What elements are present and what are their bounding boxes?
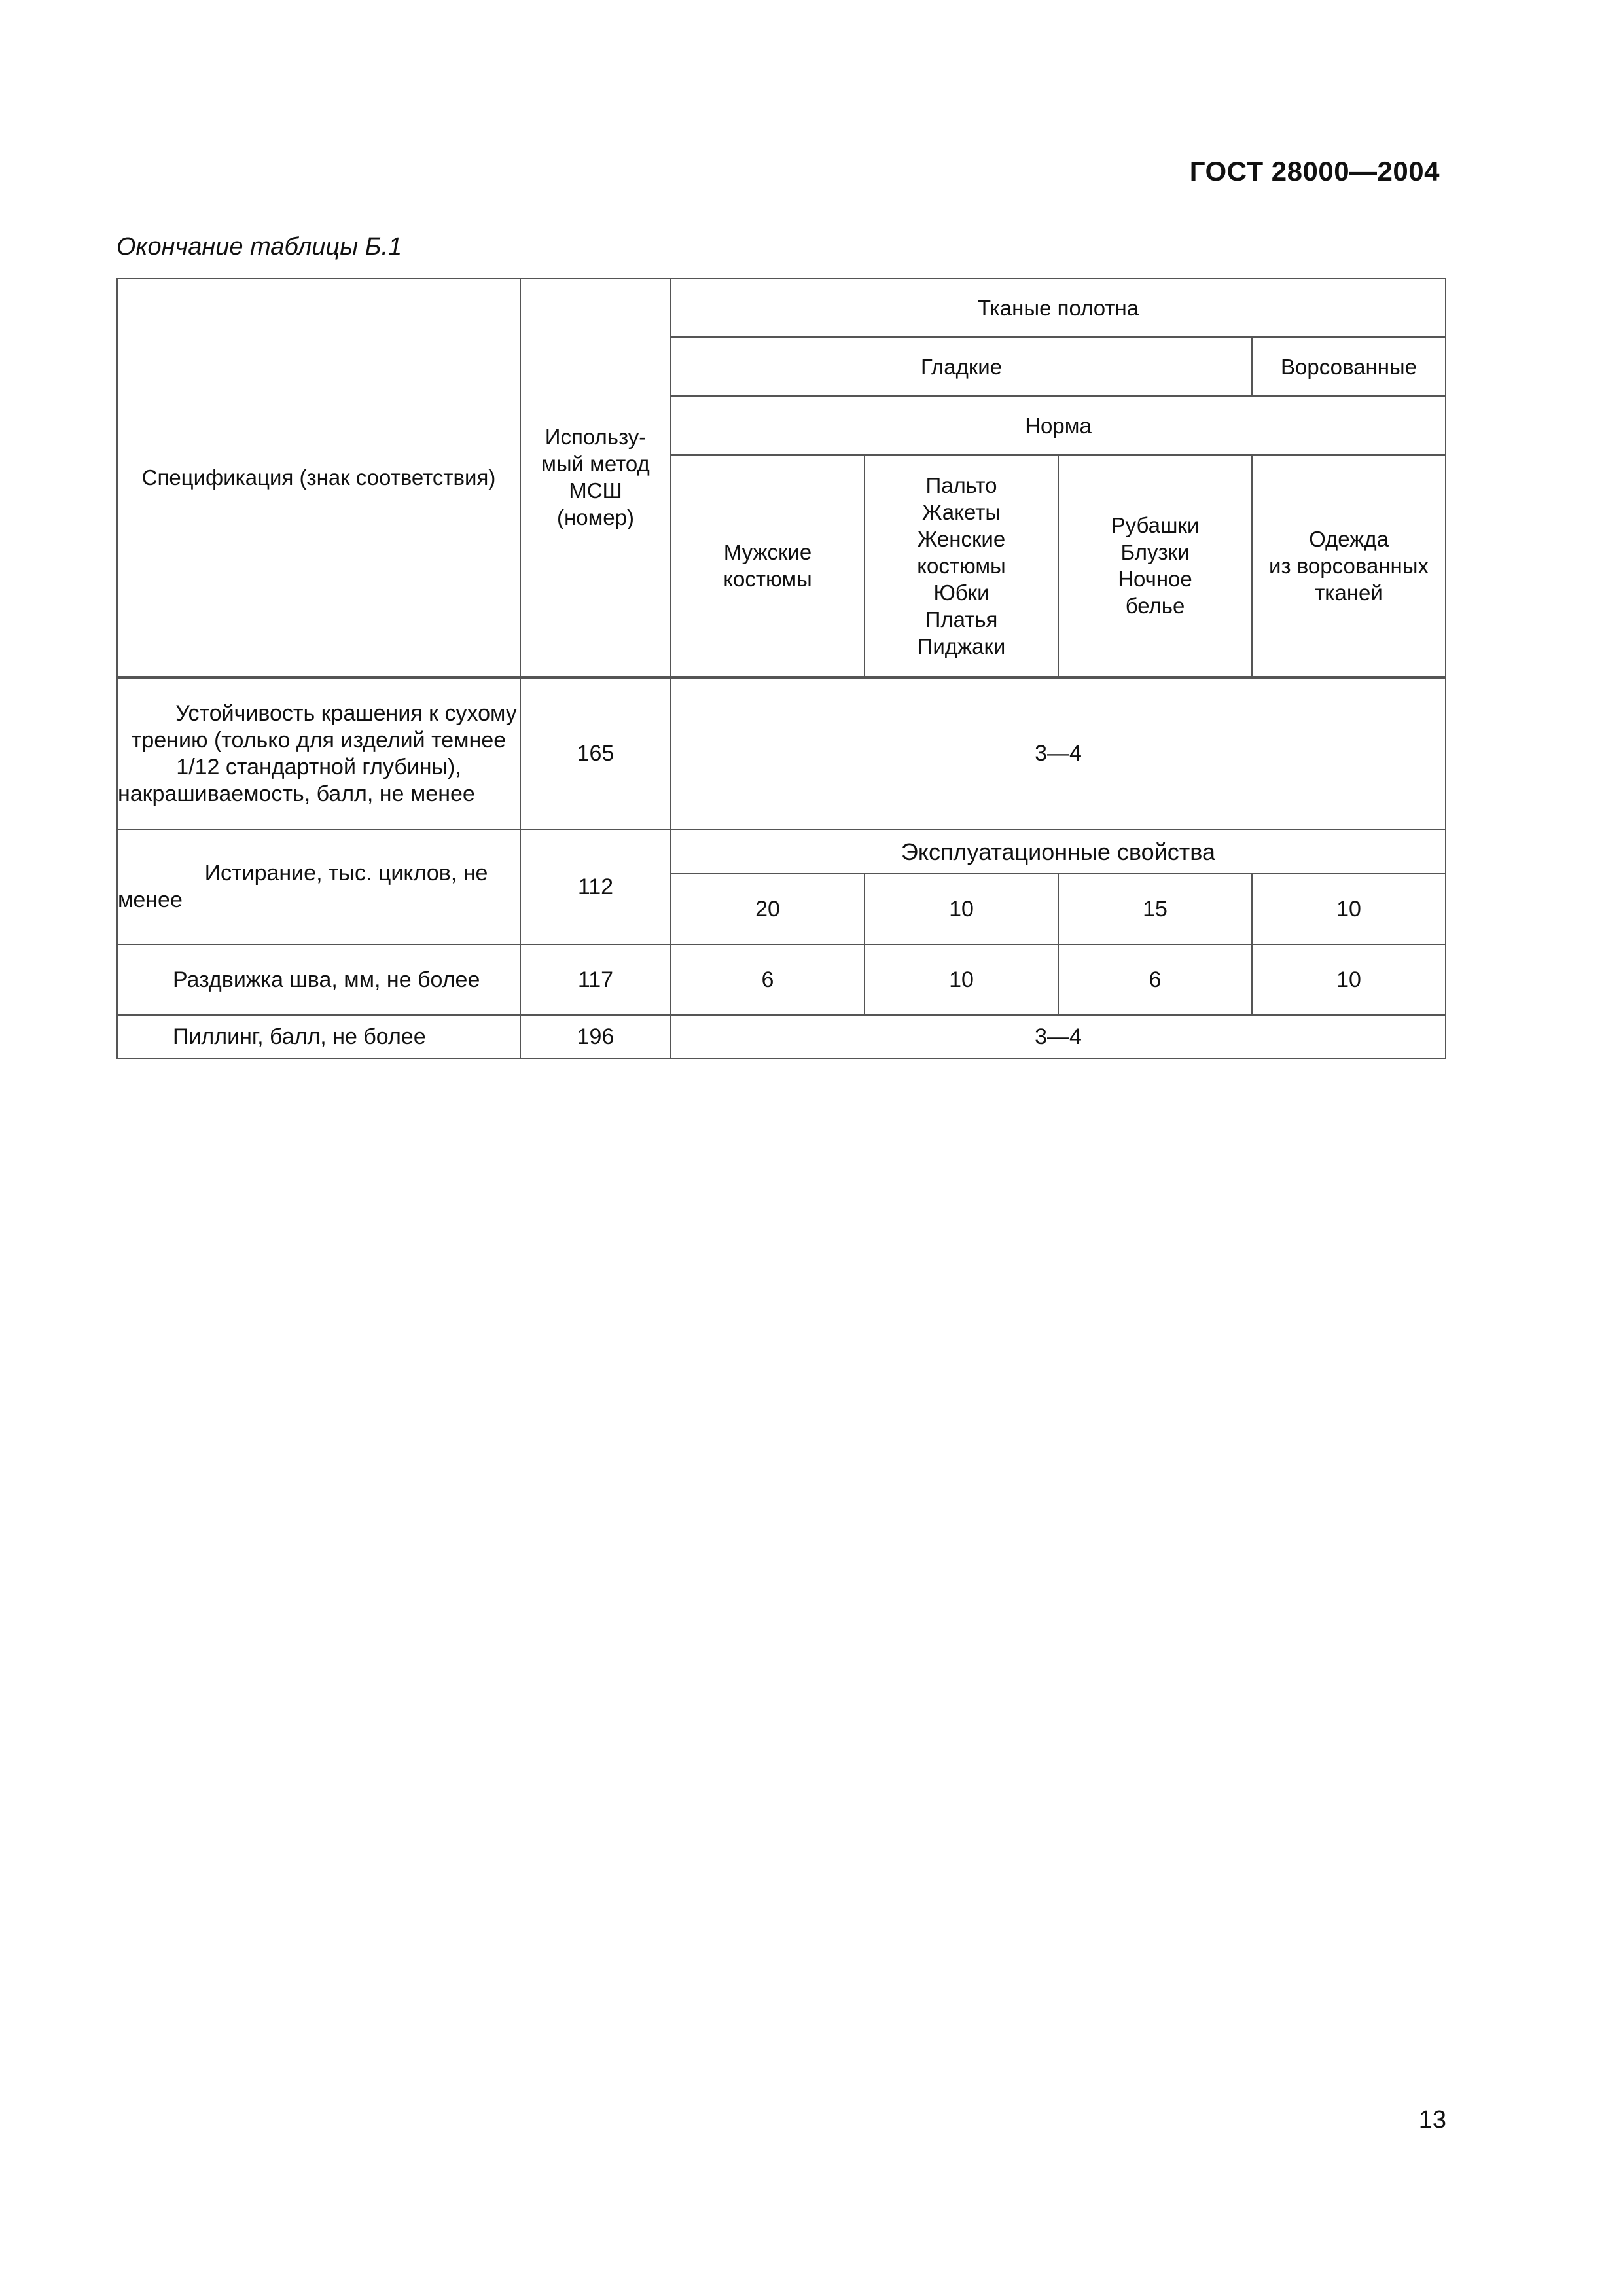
method-cell: 196: [520, 1015, 671, 1058]
header-shirts-blouses: [1058, 455, 1252, 677]
header-line: Женские: [917, 526, 1006, 551]
header-line: Рубашки: [1111, 513, 1200, 538]
specification-table: [116, 278, 1446, 1059]
value-cell: 6: [1058, 944, 1252, 1015]
value-cell: 10: [1252, 874, 1446, 944]
header-method-line: Использу-: [544, 425, 647, 450]
header-norm: Норма: [671, 396, 1446, 455]
value-cell: 15: [1058, 874, 1252, 944]
label-text: Пиллинг, балл, не более: [173, 1024, 426, 1049]
value-cell: 10: [1252, 944, 1446, 1015]
header-method-line: мый метод: [541, 452, 650, 476]
header-line: тканей: [1315, 580, 1383, 605]
method-cell: 165: [520, 677, 671, 829]
performance-properties-header: Эксплуатационные свойства: [671, 829, 1446, 874]
value-cell: 6: [671, 944, 865, 1015]
label-text: Раздвижка шва, мм, не более: [173, 967, 480, 992]
header-line: Одежда: [1309, 526, 1389, 551]
header-napped: Ворсованные: [1252, 337, 1446, 396]
header-method-line: МСШ: [569, 478, 622, 503]
row-rubbing-fastness: [117, 677, 1446, 829]
header-line: Ночное: [1118, 567, 1192, 592]
label-text: Истирание, тыс. циклов, не менее: [118, 861, 488, 912]
row-label-pilling: [117, 1015, 520, 1058]
row-pilling: [117, 1015, 1446, 1058]
header-line: Жакеты: [921, 499, 1001, 524]
value-cell: 10: [865, 874, 1058, 944]
header-line: Блузки: [1120, 540, 1190, 565]
header-row-1: [117, 278, 1446, 337]
header-coats-jackets: [865, 455, 1058, 677]
row-label-rubbing: [117, 677, 520, 829]
header-specification: Спецификация (знак соответствия): [117, 278, 520, 677]
header-line: Юбки: [933, 580, 990, 605]
document-code: ГОСТ 28000—2004: [1189, 156, 1440, 187]
header-method-line: (номер): [557, 505, 634, 530]
value-cell-merged: 3—4: [671, 677, 1446, 829]
row-label-seam: [117, 944, 520, 1015]
method-cell: 117: [520, 944, 671, 1015]
page-number: 13: [1418, 2106, 1446, 2134]
header-line: Пальто: [925, 473, 997, 497]
header-line: костюмы: [917, 553, 1006, 578]
header-line: костюмы: [723, 567, 812, 592]
header-line: Пиджаки: [917, 634, 1006, 658]
row-seam-slippage: [117, 944, 1446, 1015]
header-line: Мужские: [723, 540, 812, 565]
table-caption: Окончание таблицы Б.1: [116, 233, 402, 260]
method-cell: 112: [520, 829, 671, 944]
header-woven-fabrics: Тканые полотна: [671, 278, 1446, 337]
value-cell: 20: [671, 874, 865, 944]
header-napped-clothing: [1252, 455, 1446, 677]
value-cell-merged: 3—4: [671, 1015, 1446, 1058]
header-line: белье: [1125, 594, 1185, 619]
header-line: Платья: [925, 607, 998, 632]
label-text: Устойчивость крашения к сухому трению (только для изделий темнее 1/12 стандартной глубины), накрашиваемость, балл, не менее: [118, 700, 517, 806]
header-mens-suits: [671, 455, 865, 677]
row-label-abrasion: [117, 829, 520, 944]
header-line: из ворсованных: [1269, 553, 1429, 578]
value-cell: 10: [865, 944, 1058, 1015]
row-performance-header: [117, 829, 1446, 874]
header-smooth: Гладкие: [671, 337, 1252, 396]
header-method: [520, 278, 671, 677]
